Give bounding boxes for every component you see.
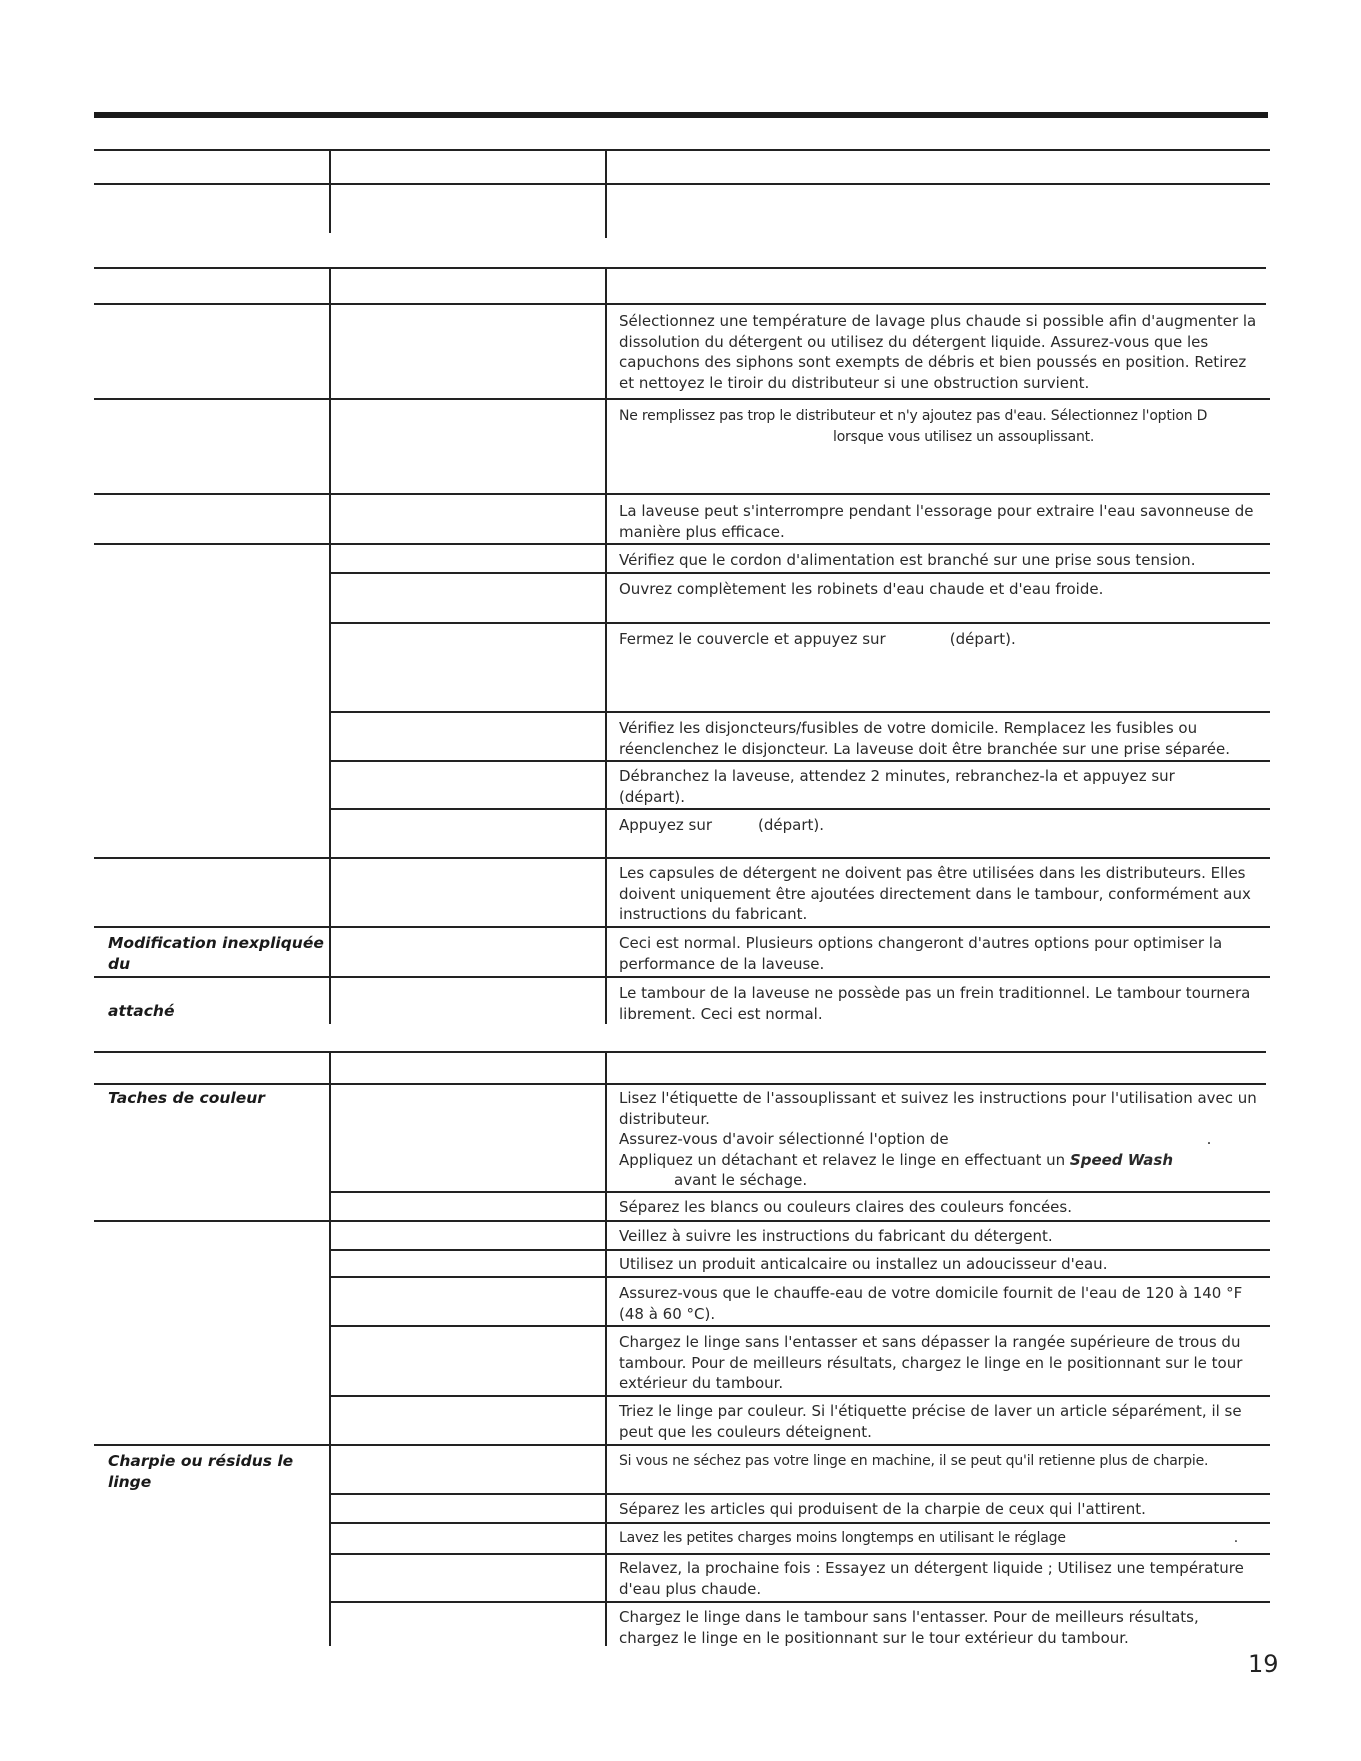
solution-text [619, 1528, 1259, 1549]
column-divider [329, 1052, 331, 1646]
table-rule [94, 303, 1266, 305]
problem-label: Modification inexpliquée du [108, 934, 324, 973]
column-divider [605, 268, 607, 1024]
row-rule [330, 1325, 1270, 1327]
row-rule [330, 1601, 1270, 1603]
solution-text: Les capsules de détergent ne doivent pas être utilisées dans les distributeurs. Elles doivent uniquement être ajoutées directement dans le tambour, conformément aux instructions du fabricant. [619, 864, 1251, 923]
solution-text: Si vous ne séchez pas votre linge en machine, il se peut qu'il retienne plus de charpie. [619, 1453, 1209, 1469]
solution-text [619, 1088, 1259, 1191]
column-divider [605, 150, 607, 238]
row-rule [330, 1249, 1270, 1251]
row-rule [94, 1444, 1270, 1446]
solution-line [619, 1150, 1259, 1171]
row-rule [330, 1522, 1270, 1524]
row-rule [330, 622, 1270, 624]
row-rule [330, 1553, 1270, 1555]
row-rule [94, 976, 1270, 978]
row-rule [330, 760, 1270, 762]
solution-text: Sélectionnez une température de lavage plus chaude si possible afin d'augmenter la dissolution du détergent ou utilisez du détergent liquide. Assurez-vous que les capuchons des siphons sont exempts de débris et bien poussés en position. Retirez et nettoyez le tiroir du distributeur si une obstruction survient. [619, 312, 1257, 392]
row-rule [330, 1276, 1270, 1278]
solution-text: Chargez le linge dans le tambour sans l'entasser. Pour de meilleurs résultats, chargez le linge en le positionnant sur le tour extérieur du tambour. [619, 1608, 1199, 1647]
solution-text [619, 766, 1259, 807]
solution-part: Appuyez sur [619, 816, 713, 834]
table-rule [94, 1051, 1266, 1053]
row-rule [94, 543, 1270, 545]
solution-text [619, 629, 1259, 650]
solution-text: Utilisez un produit anticalcaire ou installez un adoucisseur d'eau. [619, 1255, 1108, 1273]
solution-text: Relavez, la prochaine fois : Essayez un détergent liquide ; Utilisez une température d'eau plus chaude. [619, 1559, 1244, 1598]
solution-part: . [1233, 1530, 1239, 1546]
problem-label: Charpie ou résidus le linge [108, 1452, 294, 1491]
solution-part: Lavez les petites charges moins longtemps en utilisant le réglage [619, 1530, 1066, 1546]
row-rule [94, 493, 1270, 495]
top-rule [94, 112, 1268, 118]
solution-line: Ne remplissez pas trop le distributeur et n'y ajoutez pas d'eau. Sélectionnez l'option D [619, 408, 1208, 424]
table-rule [94, 149, 1270, 151]
problem-label: Taches de couleur [108, 1089, 265, 1107]
solution-text: Vérifiez les disjoncteurs/fusibles de votre domicile. Remplacez les fusibles ou réenclenchez le disjoncteur. La laveuse doit être branchée sur une prise séparée. [619, 719, 1230, 758]
column-divider [329, 150, 331, 233]
row-rule [330, 1191, 1270, 1193]
row-rule [330, 711, 1270, 713]
solution-text: Veillez à suivre les instructions du fabricant du détergent. [619, 1227, 1053, 1245]
solution-text: Séparez les blancs ou couleurs claires des couleurs foncées. [619, 1198, 1072, 1216]
solution-part: (départ). [758, 816, 825, 834]
row-rule [94, 398, 1270, 400]
row-rule [330, 572, 1270, 574]
row-rule [330, 1395, 1270, 1397]
solution-part: Assurez-vous d'avoir sélectionné l'option de [619, 1130, 949, 1148]
row-rule [330, 1493, 1270, 1495]
solution-text: La laveuse peut s'interrompre pendant l'essorage pour extraire l'eau savonneuse de manière plus efficace. [619, 502, 1254, 541]
solution-part: (départ). [949, 630, 1016, 648]
page-number: 19 [1248, 1650, 1279, 1678]
solution-text: Triez le linge par couleur. Si l'étiquette précise de laver un article séparément, il se peut que les couleurs déteignent. [619, 1402, 1242, 1441]
solution-text: Séparez les articles qui produisent de la charpie de ceux qui l'attirent. [619, 1500, 1146, 1518]
row-rule [94, 926, 1270, 928]
solution-text [619, 815, 1259, 836]
solution-text: Chargez le linge sans l'entasser et sans dépasser la rangée supérieure de trous du tambour. Pour de meilleurs résultats, chargez le linge en le positionnant sur le tour extérieur du tambour. [619, 1333, 1243, 1392]
table-rule [94, 267, 1266, 269]
solution-line: (départ). [619, 787, 685, 806]
solution-text: Vérifiez que le cordon d'alimentation est branché sur une prise sous tension. [619, 551, 1196, 569]
solution-line [619, 1129, 1259, 1150]
speed-wash-label: Speed Wash [1069, 1150, 1174, 1169]
solution-line: lorsque vous utilisez un assouplissant. [833, 428, 1095, 445]
row-rule [330, 808, 1270, 810]
solution-line: avant le séchage. [674, 1171, 808, 1189]
solution-text: Ceci est normal. Plusieurs options changeront d'autres options pour optimiser la performance de la laveuse. [619, 934, 1223, 973]
row-rule [94, 857, 1270, 859]
table-rule [94, 1083, 1266, 1085]
solution-line: Lisez l'étiquette de l'assouplissant et suivez les instructions pour l'utilisation avec un distributeur. [619, 1089, 1257, 1128]
row-rule [94, 1220, 1270, 1222]
column-divider [605, 1052, 607, 1646]
table-rule [94, 183, 1270, 185]
problem-label: attaché [108, 1002, 175, 1020]
solution-text: Le tambour de la laveuse ne possède pas un frein traditionnel. Le tambour tournera librement. Ceci est normal. [619, 984, 1251, 1023]
solution-part: Appliquez un détachant et relavez le linge en effectuant un [619, 1150, 1066, 1169]
solution-part: . [1206, 1130, 1212, 1148]
solution-part: Fermez le couvercle et appuyez sur [619, 630, 886, 648]
solution-line: Débranchez la laveuse, attendez 2 minutes, rebranchez-la et appuyez sur [619, 767, 1175, 785]
column-divider [329, 268, 331, 1024]
solution-text: Assurez-vous que le chauffe-eau de votre domicile fournit de l'eau de 120 à 140 °F (48 à 60 °C). [619, 1284, 1243, 1323]
solution-text: Ouvrez complètement les robinets d'eau chaude et d'eau froide. [619, 580, 1104, 598]
solution-text [619, 406, 1259, 447]
